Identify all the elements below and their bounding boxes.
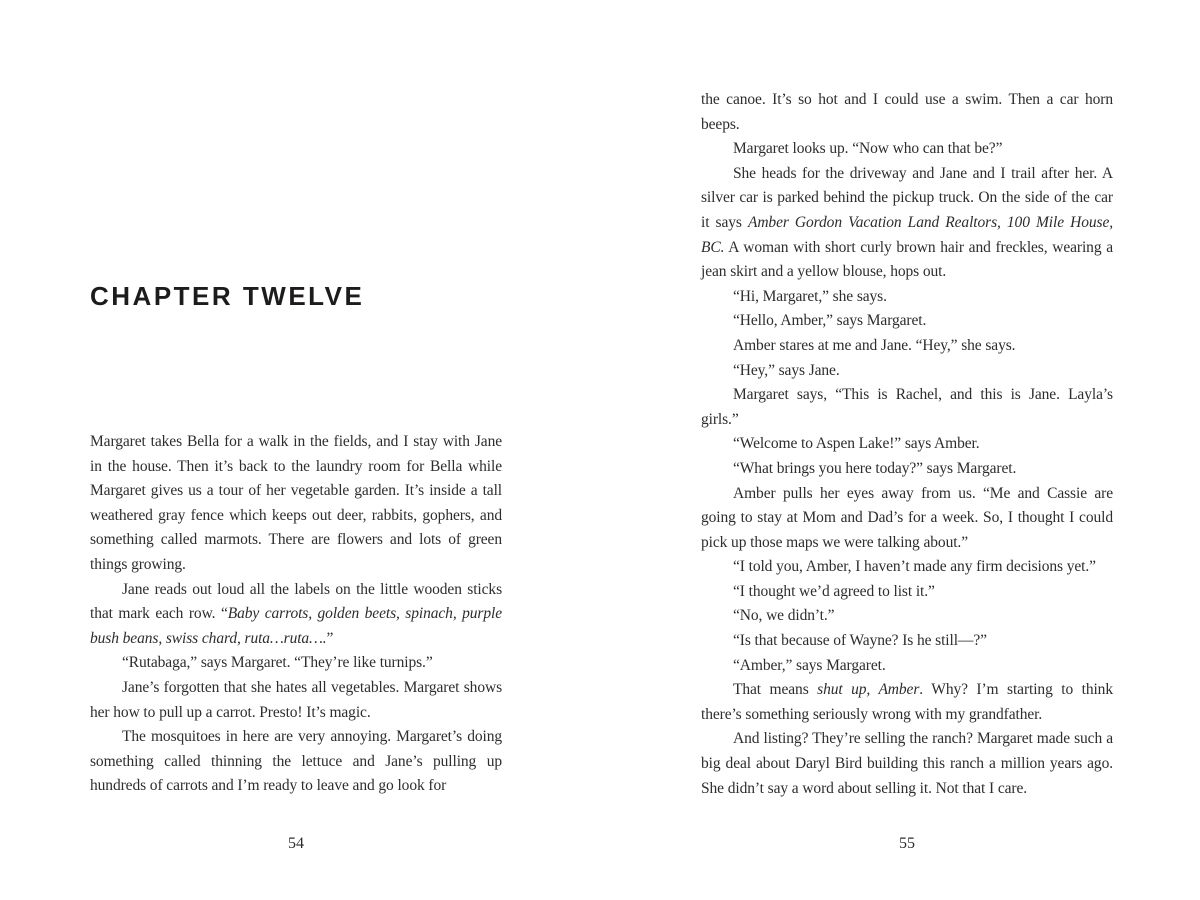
paragraph bbox=[90, 725, 502, 799]
text-segment: That means bbox=[733, 681, 818, 699]
paragraph bbox=[701, 137, 1113, 162]
paragraph bbox=[701, 604, 1113, 629]
paragraph bbox=[701, 678, 1113, 727]
text-segment: The mosquitoes in here are very annoying. Margaret’s doing something called thinning the lettuce and Jane’s pulling up hundreds of carrots and I’m ready to leave and go look for bbox=[90, 728, 502, 795]
paragraph bbox=[701, 88, 1113, 137]
text-segment: “Hey,” says Jane. bbox=[733, 361, 840, 379]
paragraph bbox=[90, 578, 502, 652]
text-segment: She heads for the driveway and Jane and I trail after her. A silver car is parked behind the pickup truck. On the side of the car it says bbox=[701, 164, 1113, 231]
left-page-text bbox=[90, 430, 502, 799]
italic-text-segment: shut up, Amber bbox=[817, 681, 920, 699]
paragraph bbox=[701, 432, 1113, 457]
text-segment: Margaret takes Bella for a walk in the fields, and I stay with Jane in the house. Then it’s back to the laundry room for Bella while Margaret gives us a tour of her vegetable garden. It’s inside a tall weathered gray fence which keeps out deer, rabbits, gophers, and something called marmots. There are flowers and lots of green things growing. bbox=[90, 433, 502, 573]
text-segment: “I told you, Amber, I haven’t made any firm decisions yet.” bbox=[733, 558, 1096, 576]
left-page-number: 54 bbox=[288, 835, 304, 852]
paragraph bbox=[701, 383, 1113, 432]
text-segment: “Hello, Amber,” says Margaret. bbox=[733, 312, 927, 330]
paragraph bbox=[701, 359, 1113, 384]
paragraph bbox=[701, 555, 1113, 580]
text-segment: “No, we didn’t.” bbox=[733, 607, 835, 625]
text-segment: Margaret says, “This is Rachel, and this is Jane. Layla’s girls.” bbox=[701, 386, 1113, 428]
paragraph bbox=[701, 334, 1113, 359]
text-segment: ” bbox=[326, 629, 334, 647]
paragraph bbox=[701, 309, 1113, 334]
paragraph bbox=[90, 676, 502, 725]
text-segment: Amber pulls her eyes away from us. “Me and Cassie are going to stay at Mom and Dad’s for a week. So, I thought I could pick up those maps we were talking about.” bbox=[701, 484, 1113, 551]
text-segment: And listing? They’re selling the ranch? Margaret made such a big deal about Daryl Bird building this ranch a million years ago. She didn’t say a word about selling it. Not that I care. bbox=[701, 730, 1113, 797]
text-segment: Jane’s forgotten that she hates all vegetables. Margaret shows her how to pull up a carrot. Presto! It’s magic. bbox=[90, 678, 502, 721]
text-segment: Jane reads out loud all the labels on the little wooden sticks that mark each row. “ bbox=[90, 580, 502, 623]
paragraph bbox=[701, 457, 1113, 482]
paragraph bbox=[701, 580, 1113, 605]
paragraph bbox=[701, 629, 1113, 654]
paragraph bbox=[701, 727, 1113, 801]
paragraph bbox=[701, 285, 1113, 310]
chapter-title: CHAPTER TWELVE bbox=[90, 281, 365, 312]
text-segment: “What brings you here today?” says Margaret. bbox=[733, 459, 1017, 477]
right-page-number: 55 bbox=[899, 835, 915, 852]
text-segment: “Hi, Margaret,” she says. bbox=[733, 287, 887, 305]
text-segment: the canoe. It’s so hot and I could use a swim. Then a car horn beeps. bbox=[701, 91, 1113, 133]
paragraph bbox=[90, 430, 502, 578]
text-segment: “Welcome to Aspen Lake!” says Amber. bbox=[733, 435, 980, 453]
text-segment: “Rutabaga,” says Margaret. “They’re like turnips.” bbox=[122, 654, 433, 672]
text-segment: Amber stares at me and Jane. “Hey,” she says. bbox=[733, 336, 1016, 354]
italic-text-segment: Amber Gordon Vacation Land Realtors, 100 Mile House, BC. bbox=[701, 213, 1113, 256]
text-segment: . Why? I’m starting to think there’s something seriously wrong with my grandfather. bbox=[701, 681, 1113, 723]
text-segment: “Is that because of Wayne? Is he still—?” bbox=[733, 632, 987, 650]
paragraph bbox=[701, 482, 1113, 556]
paragraph bbox=[701, 162, 1113, 285]
italic-text-segment: Baby carrots, golden beets, spinach, purple bush beans, swiss chard, ruta…ruta…. bbox=[90, 605, 502, 647]
text-segment: “Amber,” says Margaret. bbox=[733, 656, 886, 674]
text-segment: A woman with short curly brown hair and freckles, wearing a jean skirt and a yellow blouse, hops out. bbox=[701, 238, 1113, 281]
right-page-text bbox=[701, 88, 1113, 801]
text-segment: “I thought we’d agreed to list it.” bbox=[733, 582, 935, 600]
paragraph bbox=[701, 654, 1113, 679]
paragraph bbox=[90, 651, 502, 676]
text-segment: Margaret looks up. “Now who can that be?” bbox=[733, 140, 1003, 158]
